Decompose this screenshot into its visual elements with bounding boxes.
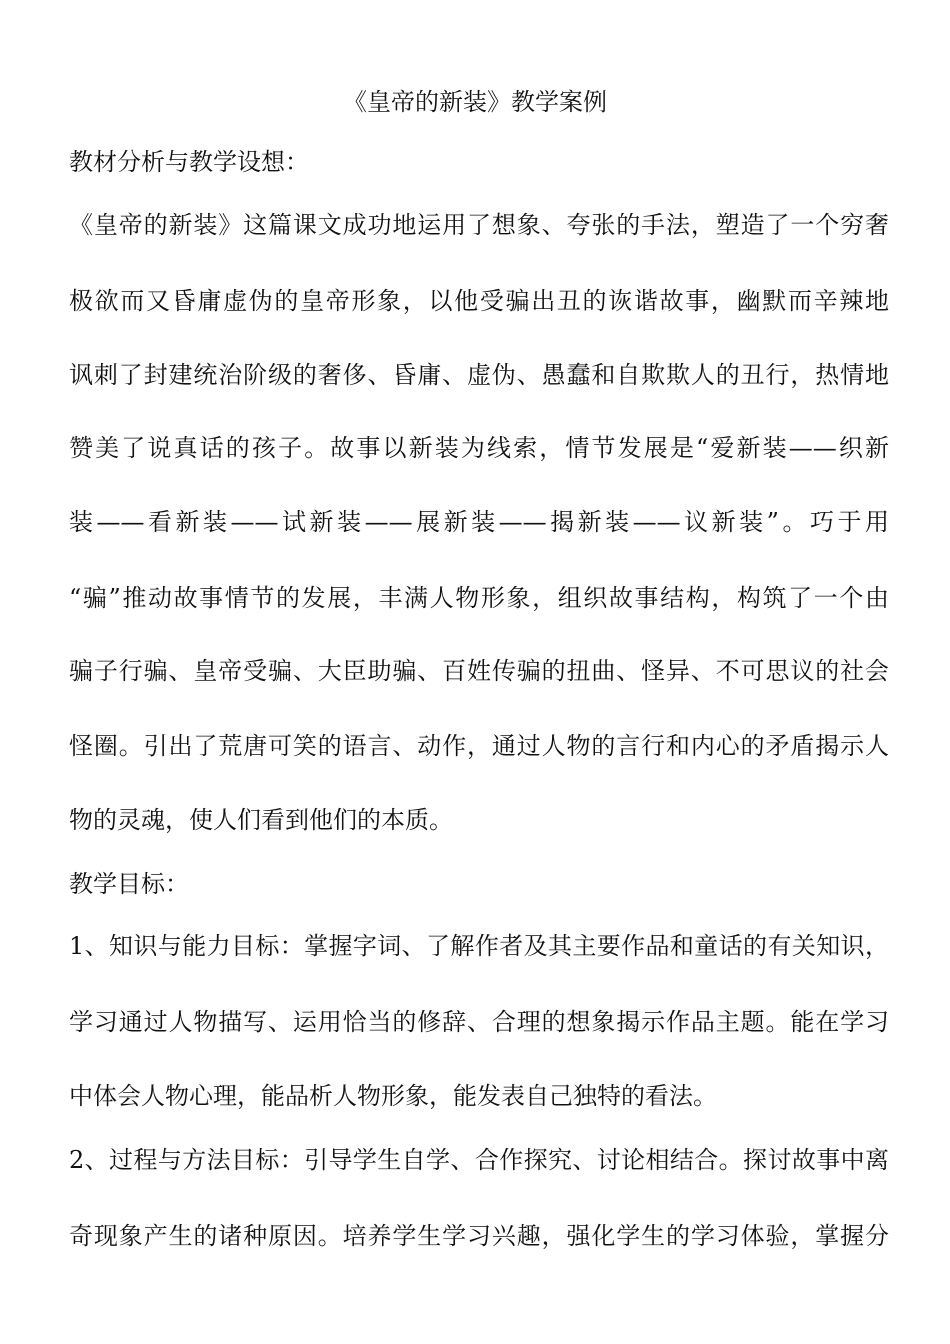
paragraph-line: 极欲而又昏庸虚伪的皇帝形象，以他受骗出丑的诙谐故事，幽默而辛辣地 (69, 287, 889, 315)
paragraph-line: 装——看新装——试新装——展新装——揭新装——议新装”。巧于用 (69, 508, 889, 536)
paragraph-line: 骗子行骗、皇帝受骗、大臣助骗、百姓传骗的扭曲、怪异、不可思议的社会 (69, 657, 889, 685)
objective-line: 奇现象产生的诸种原因。培养学生学习兴趣，强化学生的学习体验，掌握分 (69, 1222, 889, 1250)
paragraph-line: 《皇帝的新装》这篇课文成功地运用了想象、夸张的手法，塑造了一个穷奢 (69, 211, 889, 239)
objective-line: 1、知识与能力目标：掌握字词、了解作者及其主要作品和童话的有关知识， (69, 932, 889, 960)
paragraph-line: “骗”推动故事情节的发展，丰满人物形象，组织故事结构，构筑了一个由 (69, 584, 889, 612)
paragraph-line: 怪圈。引出了荒唐可笑的语言、动作，通过人物的言行和内心的矛盾揭示人 (69, 732, 889, 760)
paragraph-line: 物的灵魂，使人们看到他们的本质。 (69, 806, 453, 834)
paragraph-line: 赞美了说真话的孩子。故事以新装为线索，情节发展是“爱新装——织新 (69, 434, 889, 462)
document-title: 《皇帝的新装》教学案例 (343, 88, 607, 116)
section-heading-analysis: 教材分析与教学设想： (69, 148, 309, 176)
paragraph-line: 讽刺了封建统治阶级的奢侈、昏庸、虚伪、愚蠢和自欺欺人的丑行，热情地 (69, 361, 889, 389)
objective-line: 学习通过人物描写、运用恰当的修辞、合理的想象揭示作品主题。能在学习 (69, 1008, 889, 1036)
objective-line: 2、过程与方法目标：引导学生自学、合作探究、讨论相结合。探讨故事中离 (69, 1146, 889, 1174)
objective-line: 中体会人物心理，能品析人物形象，能发表自己独特的看法。 (69, 1082, 717, 1110)
section-heading-objectives: 教学目标： (69, 870, 189, 898)
